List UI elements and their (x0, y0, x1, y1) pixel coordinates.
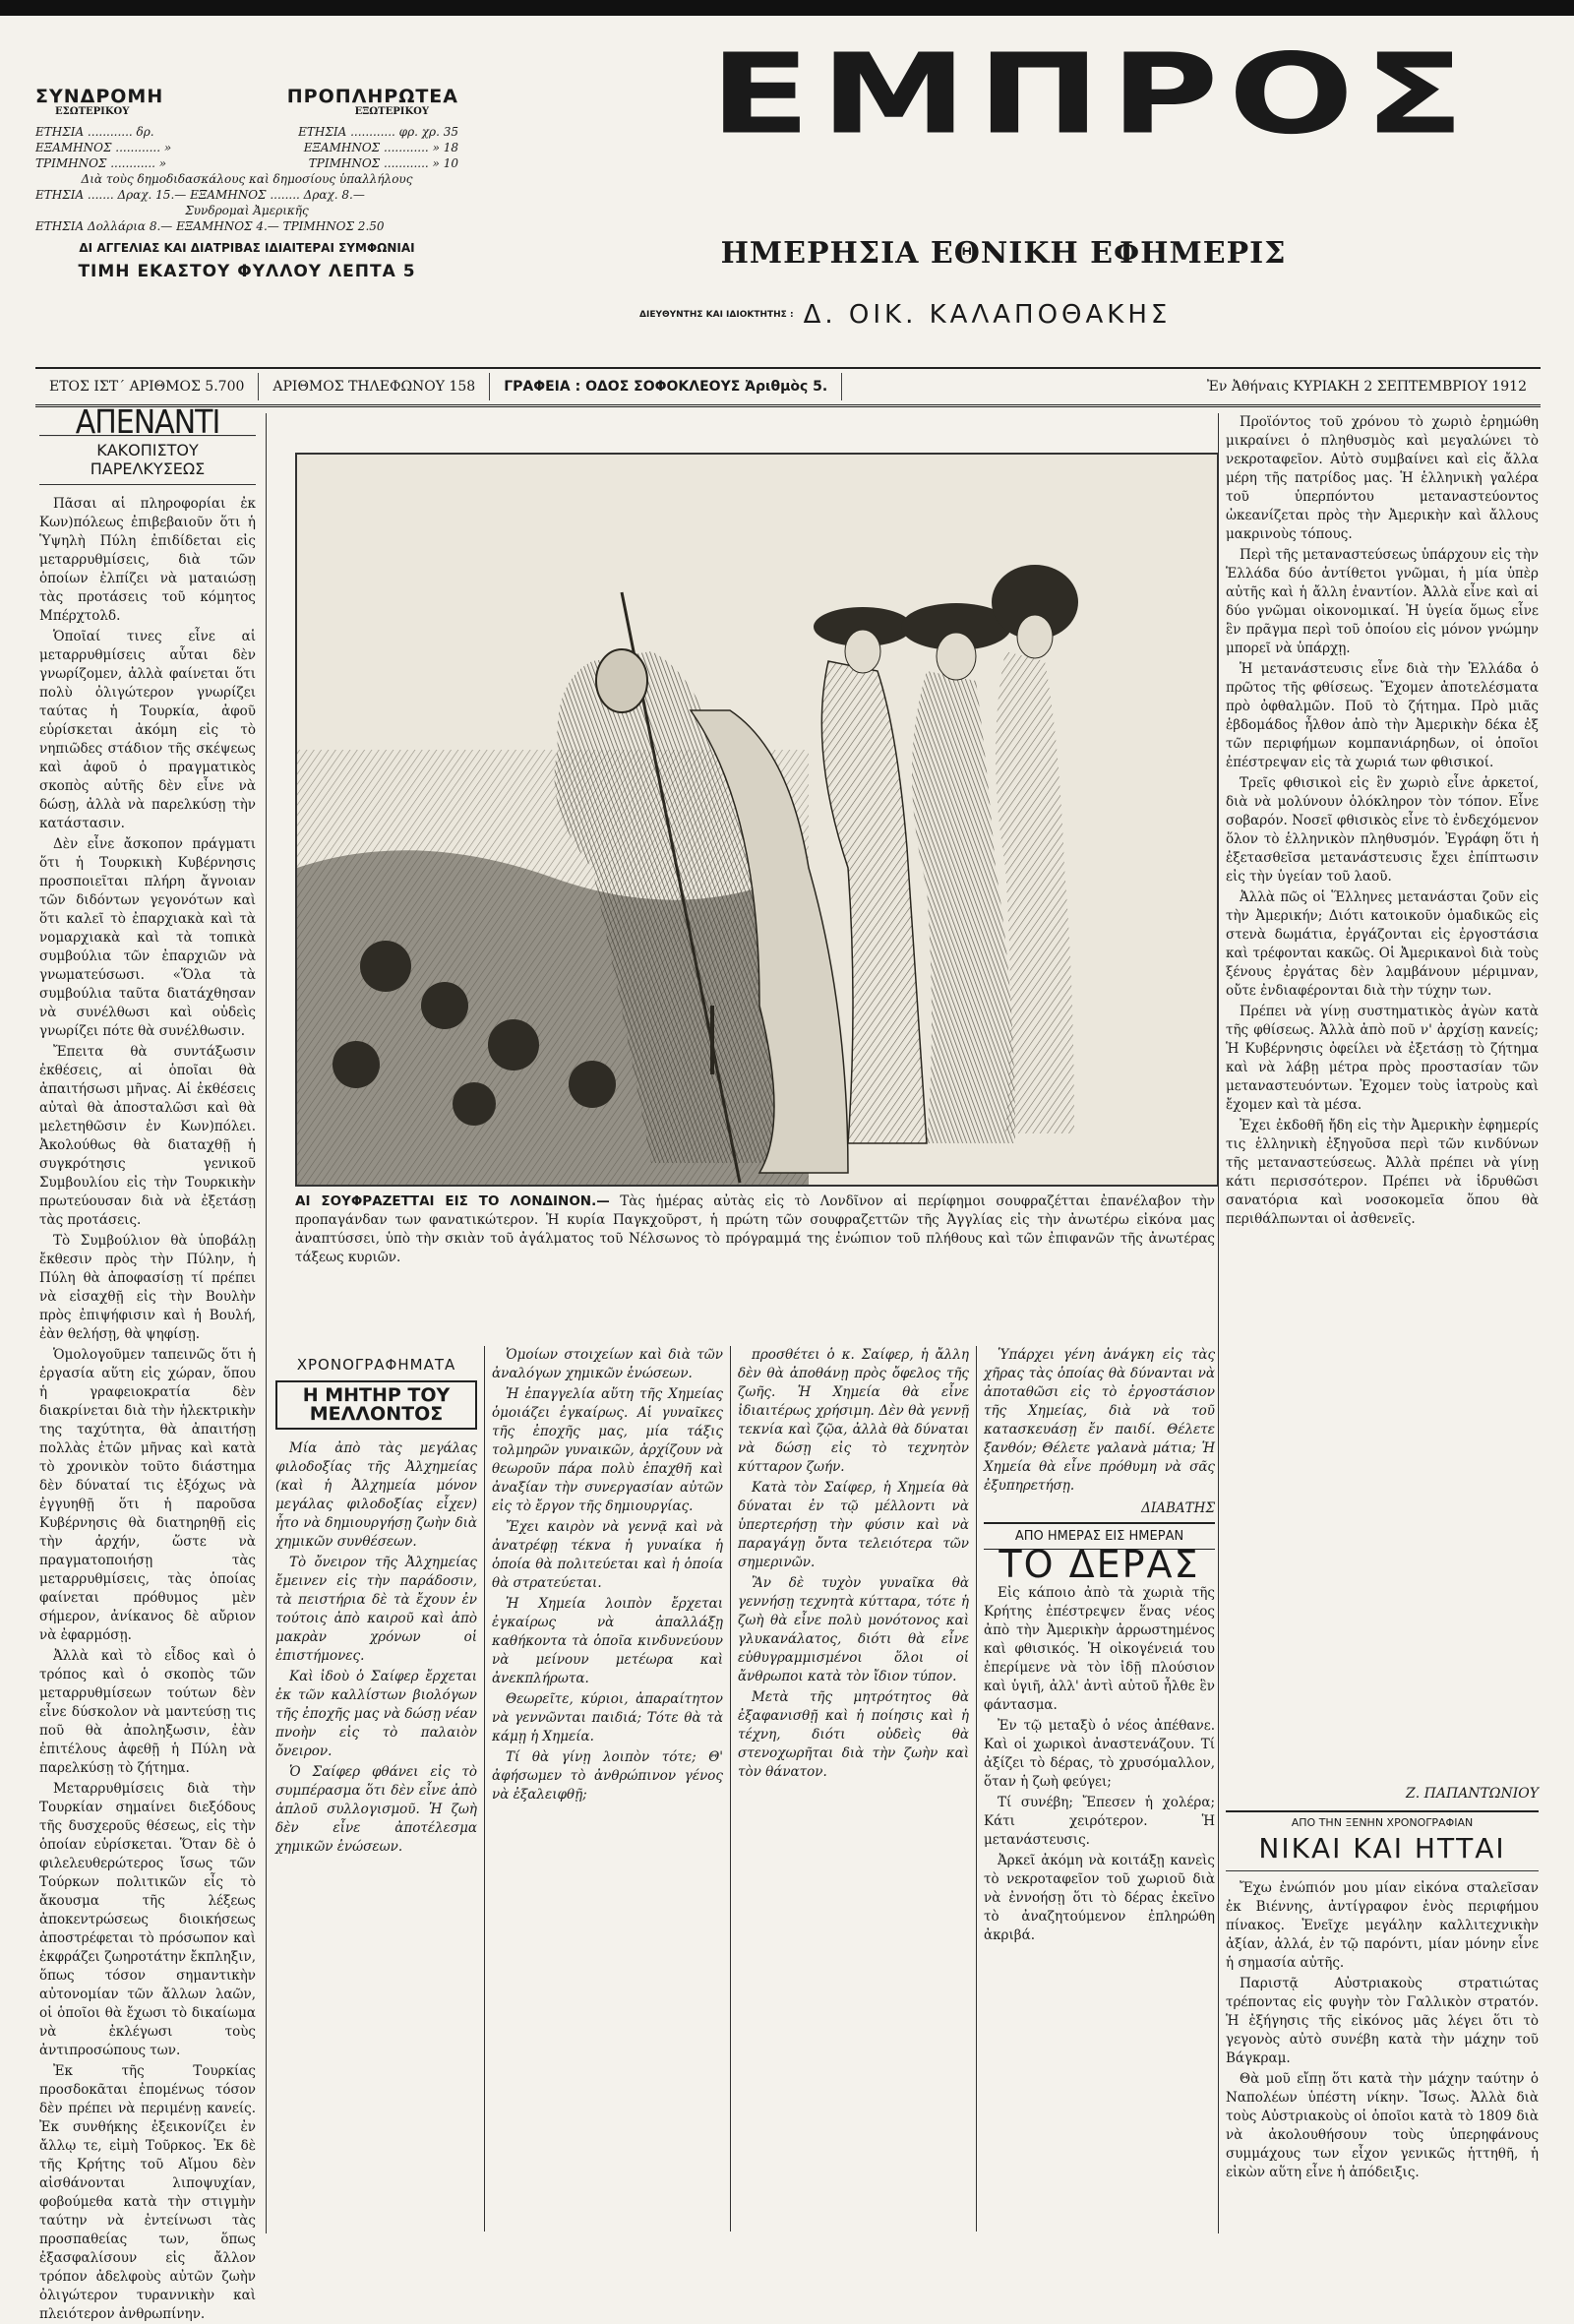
article-paragraph: Τρεῖς φθισικοὶ εἰς ἓν χωριὸ εἶνε ἀρκετοί, διὰ νὰ μολύνουν ὁλόκληρον τὸν τόπον. Εἶνε σοβαρόν. Νοσεῖ φθισικὸς εἶνε τὸ ἐνδεχόμενον ὅλον τὸ ἑλληνικὸν πληθυσμόν. Ἐγράφη ὅτι ἡ ἐξετασθεῖσα μετανάστευσις ἔχει ἐπίπτωσιν εἰς τὴν ὑγείαν τοῦ λαοῦ. (1226, 775, 1539, 885)
rate-row-left: ΤΡΙΜΗΝΟΣ ............ » (35, 156, 167, 170)
article-paragraph: Παριστᾷ Αὐστριακοὺς στρατιώτας τρέποντας εἰς φυγὴν τὸν Γαλλικὸν στρατόν. Ἡ ἐξήγησις τῆς εἰκόνος μᾶς λέγει ὅτι τὸ γεγονὸς αὐτὸ συνέβη κατὰ τὴν μάχην τοῦ Βάγκραμ. (1226, 1976, 1539, 2066)
director-label: ΔΙΕΥΘΥΝΤΗΣ ΚΑΙ ΙΔΙΟΚΤΗΤΗΣ : (639, 310, 794, 320)
rate-row-left: ΕΞΑΜΗΝΟΣ ............ » (35, 141, 172, 154)
rate-row-right: ΕΞΑΜΗΝΟΣ ............ » 18 (303, 141, 458, 154)
america-rates: ΕΤΗΣΙΑ Δολλάρια 8.— ΕΞΑΜΗΝΟΣ 4.— ΤΡΙΜΗΝΟΣ 2.50 (35, 219, 385, 233)
article-paragraph: Κατὰ τὸν Σαίφερ, ἡ Χημεία θὰ δύναται ἐν τῷ μέλλοντι νὰ ὑπερτερήσῃ τὴν φύσιν καὶ νὰ παραγάγῃ ὄντα τελειότερα τῶν σημερινῶν. (738, 1480, 969, 1570)
column-rule (730, 1346, 731, 2232)
rate-row-right: ΕΤΗΣΙΑ ............ φρ. χρ. 35 (298, 125, 458, 139)
article-paragraph: Προϊόντος τοῦ χρόνου τὸ χωριὸ ἐρημώθη μικραίνει ὁ πληθυσμὸς καὶ μεγαλώνει τὸ νεκροταφεῖον. Αὐτὸ συμβαίνει καὶ εἰς ἄλλα μέρη τῆς πατρίδος μας. Ἡ ἑλληνικὴ γαλέρα τοῦ ὑπερπόντου μεταναστεύοντος ὠκεανίζεται πρὸς τὴν Ἀμερικὴν καὶ ἄλλους μακρινοὺς τόπους. (1226, 414, 1539, 542)
article-paragraph: Μετὰ τῆς μητρότητος θὰ ἐξαφανισθῇ καὶ ἡ ποίησις καὶ ἡ τέχνη, διότι οὐδεὶς θὰ στενοχωρῆται διὰ τὴν ζωὴν καὶ τὸν θάνατον. (738, 1689, 969, 1780)
column-signature: ΔΙΑΒΑΤΗΣ (1141, 1500, 1215, 1516)
column-rule (976, 1346, 977, 2232)
article-paragraph: Εἰς κάποιο ἀπὸ τὰ χωριὰ τῆς Κρήτης ἐπέστρεψεν ἕνας νέος ἀπὸ τὴν Ἀμερικὴν ἀρρωστημένος καὶ φθισικός. Ἡ οἰκογένειά του ἐπερίμενε νὰ τὸν ἰδῇ πλούσιον καὶ ὑγιῆ, ἀλλ' ἀντὶ αὐτοῦ ἦλθε ἓν φάντασμα. (984, 1585, 1215, 1713)
author-signature: Ζ. ΠΑΠΑΝΤΩΝΙΟΥ (1406, 1786, 1539, 1802)
article-paragraph: Ἡ Χημεία λοιπὸν ἔρχεται ἐγκαίρως νὰ ἀπαλλάξῃ καθήκοντα τὰ ὁποῖα κινδυνεύουν νὰ μείνουν μετέωρα καὶ ἀνεκπλήρωτα. (492, 1596, 723, 1686)
article-paragraph: Ἀρκεῖ ἀκόμη νὰ κοιτάξῃ κανεὶς τὸ νεκροταφεῖον τοῦ χωριοῦ διὰ νὰ ἐννοήσῃ ὅτι τὸ δέρας ἐκεῖνο τὸ ἀναζητούμενον ἐπληρώθη ἀκριβά. (984, 1853, 1215, 1943)
prepaid-heading: ΠΡΟΠΛΗΡΩΤΕΑ (286, 86, 458, 107)
section-article (1226, 1879, 1539, 2233)
chronography-title: Η ΜΗΤΗΡ ΤΟΥ ΜΕΛΛΟΝΤΟΣ (275, 1380, 477, 1430)
masthead (630, 31, 1554, 207)
article-paragraph: Περὶ τῆς μεταναστεύσεως ὑπάρχουν εἰς τὴν Ἑλλάδα δύο ἀντίθετοι γνῶμαι, ἡ μία ὑπὲρ αὐτῆς καὶ ἡ ἄλλη ἐναντίον. Ἀλλὰ εἶνε καὶ αἱ δύο γνῶμαι οἰκονομικαί. Ἡ ὑγεία ὅμως εἶνε ἓν πρᾶγμα περὶ τοῦ ὁποίου εἰς μόνον γνώμην μπορεῖ νὰ ὑπάρχῃ. (1226, 547, 1539, 656)
day-to-day-column (984, 1346, 1215, 2232)
issue-number: ΕΤΟΣ ΙΣΤ΄ ΑΡΙΘΜΟΣ 5.700 (35, 373, 259, 400)
article-paragraph: Τὸ ὄνειρον τῆς Ἀλχημείας ἔμεινεν εἰς τὴν παράδοσιν, τὰ πειστήρια δὲ τὰ ἔχουν ἐν τούτοις ἀπὸ καιροῦ καὶ ἀπὸ μακρὰν χρόνων οἱ ἐπιστήμονες. (275, 1555, 477, 1664)
article-paragraph: Ἔχω ἐνώπιόν μου μίαν εἰκόνα σταλεῖσαν ἐκ Βιέννης, ἀντίγραφον ἑνὸς περιφήμου πίνακος. Ἐνεῖχε μεγάλην καλλιτεχνικὴν ἀξίαν, ἀλλά, ἐν τῷ παρόντι, μίαν μόνην εἶνε ἡ σημασία αὐτῆς. (1226, 1880, 1539, 1971)
domestic-label: ΕΣΩΤΕΡΙΚΟΥ (55, 106, 130, 117)
article-paragraph: Ἡ μετανάστευσις εἶνε διὰ τὴν Ἑλλάδα ὁ πρῶτος τῆς φθίσεως. Ἔχομεν ἀποτελέσματα πρὸ ὀφθαλμῶν. Ποῦ τὸ ζήτημα. Πρὸ μιᾶς ἑβδομάδος ἦλθον ἀπὸ τὴν Ἀμερικὴν δέκα ἐξ τῶν περιφήμων κομπανιάρηδων, οἱ ὁποῖοι ἐπέστρεψαν εἰς τὰ χωριά των φθισικοί. (1226, 661, 1539, 770)
illustration-engraving (297, 455, 1217, 1185)
caption-text: Τὰς ἡμέρας αὐτὰς εἰς τὸ Λονδῖνον αἱ περίφημοι σουφραζέτται ἐπανέλαβον τὴν προπαγάνδαν των φανατικώτερον. Ἡ κυρία Παγκχοῦρστ, ἡ πρώτη τῶν σουφραζεττῶν τῆς Ἀγγλίας εἰς τὴν ἀνωτέρω εἰκόνα μας ἀναπτύσσει, ὑπὸ τὴν σκιὰν τοῦ ἀγάλματος τοῦ Νέλσωνος τὸ πρόγραμμά της ἐνώπιον τοῦ πλήθους καὶ τῶν ἐπιφανῶν τῆς ἀνωτέρας τάξεως κυριῶν. (295, 1193, 1215, 1265)
foreign-label: ΕΞΩΤΕΡΙΚΟΥ (354, 106, 429, 117)
subscription-box (35, 86, 458, 281)
issue-info-bar (35, 367, 1541, 407)
column-rule (484, 1346, 485, 2232)
suffragette-illustration (295, 453, 1219, 1187)
right-article (1226, 413, 1539, 1776)
article-paragraph: Μεταρρυθμίσεις διὰ τὴν Τουρκίαν σημαίνει διεξόδους τῆς δυσχεροῦς θέσεως, εἰς τὴν ὁποίαν εὑρίσκεται. Ὅταν δὲ ὁ φιλελευθερώτερος ἴσως τῶν Τούρκων πολιτικῶν εἶς τὸ ἄκουσμα τῆς λέξεως ἀποκεντρώσεως διοικήσεως ἀποστρέφεται τὸ πρόσωπον καὶ ἐκφράζει ζωηροτάτην ἔκπληξιν, ὅπως τόσον σημαντικὴν αὐτονομίαν τῶν ἄλλων λαῶν, οἱ ὁποῖοι θὰ ἔχωσι τὸ δικαίωμα νὰ ἐκλέγωσι τοὺς ἀντιπροσώπους των. (39, 1781, 256, 2058)
column-title: ΤΟ ΔΕΡΑΣ (999, 1543, 1200, 1586)
officials-rates: ΕΤΗΣΙΑ ....... Δραχ. 15.— ΕΞΑΜΗΝΟΣ ........ Δραχ. 8.— (35, 188, 365, 202)
article-paragraph: Ἂν δὲ τυχὸν γυναῖκα θὰ γεννήσῃ τεχνητὰ κύτταρα, τότε ἡ ζωὴ θὰ εἶνε πολὺ μονότονος καὶ γλυκανάλατος, διότι θὰ εἶνε εὐθυγραμμισμένοι ὅλοι οἱ ἄνθρωποι κατὰ τὸν ἴδιον τύπον. (738, 1575, 969, 1684)
article-paragraph: Τί συνέβη; Ἔπεσεν ἡ χολέρα; Κάτι χειρότερον. Ἡ μετανάστευσις. (984, 1795, 1215, 1848)
article-paragraph: Ἐχει ἐκδοθῆ ἤδη εἰς τὴν Ἀμερικὴν ἐφημερίς τις ἑλληνικὴ ἐξηγοῦσα περὶ τῶν κινδύνων τῆς μεταναστεύσεως. Ἀλλὰ πρέπει νὰ γίνῃ κάτι περισσότερον. Πρέπει νὰ ἱδρυθῶσι σανατόρια καὶ νοσοκομεῖα ὅπου θὰ περιθάλπωνται οἱ ἀσθενεῖς. (1226, 1118, 1539, 1227)
article-paragraph: Ἡ ἐπαγγελία αὕτη τῆς Χημείας ὁμοιάζει ἐγκαίρως. Αἱ γυναῖκες τῆς ἐποχῆς μας, μία τάξις τολμηρῶν γυναικῶν, ἀρχίζουν νὰ θεωροῦν πάρα πολὺ ἐπαχθῆ καὶ ἀναξίαν τὴν συνεργασίαν αὐτῶν εἰς τὸ ἔργον τῆς δημιουργίας. (492, 1386, 723, 1514)
america-note: Συνδρομαὶ Ἀμερικῆς (185, 204, 309, 217)
issue-price: ΤΙΜΗ ΕΚΑΣΤΟΥ ΦΥΛΛΟΥ ΛΕΠΤΑ 5 (78, 262, 416, 281)
article-paragraph: Ἀλλὰ καὶ τὸ εἶδος καὶ ὁ τρόπος καὶ ὁ σκοπὸς τῶν μεταρρυθμίσεων τούτων δὲν εἶνε δύσκολον νὰ μαντεύσῃ τις ποῦ θὰ ἀποληξωσιν, ἐὰν ἐπιτέλους ἀφεθῇ ἡ Πύλη νὰ παρελκύσῃ τὸ ζήτημα. (39, 1648, 256, 1776)
article-paragraph: Ὑπάρχει γένη ἀνάγκη εἰς τὰς χῆρας τὰς ὁποίας θὰ δύνανται νὰ ἀποταθῶσι εἰς τὸ ἐργοστάσιον τῆς Χημείας, διὰ νὰ τοῦ κατασκευάσῃ ἔν παιδί. Θέλετε ξανθόν; Θέλετε γαλανὰ μάτια; Ἡ Χημεία θὰ εἶνε πρόθυμη νὰ σᾶς ἐξυπηρετήσῃ. (984, 1347, 1215, 1494)
caption-lead: ΑΙ ΣΟΥΦΡΑΖΕΤΤΑΙ ΕΙΣ ΤΟ ΛΟΝΔΙΝΟΝ.— (295, 1193, 610, 1209)
office-address: ΓΡΑΦΕΙΑ : ΟΔΟΣ ΣΟΦΟΚΛΕΟΥΣ Ἀριθμὸς 5. (490, 373, 842, 400)
chronography-column-2 (492, 1346, 723, 2232)
newspaper-title: ΕΜΠΡΟΣ (709, 31, 1475, 159)
article-paragraph: Ἐν τῷ μεταξὺ ὁ νέος ἀπέθανε. Καὶ οἱ χωρικοὶ ἀναστενάζουν. Τί ἀξίζει τὸ δέρας, τὸ χρυσόμαλλον, ὅταν ἡ ζωὴ φεύγει; (984, 1718, 1215, 1790)
article-paragraph: Ὁμολογοῦμεν ταπεινῶς ὅτι ἡ ἐργασία αὕτη εἰς χώραν, ὅπου ἡ γραφειοκρατία δὲν διακρίνεται διὰ τὴν ἠλεκτρικὴν της ταχύτητα, θὰ ἀπαιτήσῃ πολλὰς ἐτῶν μῆνας καὶ κατὰ τὸ χρονικὸν τοῦτο διάστημα δὲν δύναταί τις ἐξόχως νὰ ἐγγυηθῇ ὅτι ἡ παροῦσα Κυβέρνησις θὰ διατηρηθῇ εἰς τὴν ἀρχήν, ὥστε νὰ πραγματοποιήσῃ τὰς μεταρρυθμίσεις, τὰς ὁποίας φαίνεται πρόθυμος μὲν σήμερον, ἀνίκανος δὲ αὔριον νὰ ἐφαρμόσῃ. (39, 1347, 256, 1643)
article-paragraph: Θὰ μοῦ εἴπῃ ὅτι κατὰ τὴν μάχην ταύτην ὁ Ναπολέων ὑπέστη νίκην. Ἴσως. Ἀλλὰ διὰ τοὺς Αὐστριακοὺς οἱ ὁποῖοι κατὰ τὸ 1809 διὰ νὰ ἀκολουθήσουν τοὺς ὑπερηφάνους συμμάχους των εἶχον γενικῶς ἡττηθῆ, ἡ εἰκὼν αὕτη εἶνε ἡ ἀπόδειξις. (1226, 2071, 1539, 2180)
chronography-column-3 (738, 1346, 969, 2232)
article-paragraph: Ἐκ τῆς Τουρκίας προσδοκᾶται ἐπομένως τόσον δὲν πρέπει νὰ περιμένῃ κανείς. Ἐκ συνθήκης ἐξεικονίζει ἐν ἄλλῳ τε, εἰμὴ Τοῦρκος. Ἐκ δὲ τῆς Κρήτης τοῦ Αἴμου δὲν αἰσθάνονται λιποψυχίαν, φοβούμεθα κατὰ τὴν στιγμὴν ταύτην νὰ ἐντείνωσι τὰς προσπαθείας των, ὅπως ἐξασφαλίσουν εἰς ἄλλον τρόπον ἀδελφοὺς αὐτῶν ζωὴν ὀλιγώτερον τυραννικὴν καὶ πλειότερον ἀνθρωπίνην. (39, 2063, 256, 2322)
left-article (39, 403, 256, 2322)
ads-note: ΔΙ ΑΓΓΕΛΙΑΣ ΚΑΙ ΔΙΑΤΡΙΒΑΣ ΙΔΙΑΙΤΕΡΑΙ ΣΥΜΦΩΝΙΑΙ (79, 241, 415, 255)
rate-row-right: ΤΡΙΜΗΝΟΣ ............ » 10 (308, 156, 458, 170)
column-label: ΑΠΟ ΗΜΕΡΑΣ ΕΙΣ ΗΜΕΡΑΝ (984, 1522, 1215, 1550)
article-paragraph: Δὲν εἶνε ἄσκοπον πράγματι ὅτι ἡ Τουρκικὴ Κυβέρνησις προσποιεῖται πλήρη ἄγνοιαν τῶν διδόντων γεγονότων καὶ ὅτι καλεῖ τὸ ἐπαρχιακὰ καὶ τὰ νομαρχιακὰ καὶ τὰ τοπικὰ συμβούλια τῶν ἐπαρχιῶν νὰ γνωματεύσωσι. «Ὅλα τὰ συμβούλια ταῦτα διατάχθησαν νὰ συνέλθωσι καὶ οὐδεὶς γνωρίζει πότε θὰ συνέλθωσιν. (39, 836, 256, 1039)
article-paragraph: Τὸ Συμβούλιον θὰ ὑποβάλῃ ἔκθεσιν πρὸς τὴν Πύλην, ἡ Πύλη θὰ ἀποφασίσῃ τί πρέπει νὰ εἰσαχθῇ εἰς τὴν Βουλὴν πρὸς ἐπιψήφισιν καὶ ἡ Βουλή, ἐὰν θελήσῃ, θὰ ψηφίσῃ. (39, 1233, 256, 1342)
article-paragraph: Καὶ ἰδοὺ ὁ Σαίφερ ἔρχεται ἐκ τῶν καλλίστων βιολόγων τῆς ἐποχῆς μας νὰ δώσῃ νέαν πνοὴν εἰς τὸ παλαιὸν ὄνειρον. (275, 1669, 477, 1759)
article-paragraph: Ἔχει καιρὸν νὰ γεννᾷ καὶ νὰ ἀνατρέφῃ τέκνα ἡ γυναίκα ἡ ὁποία θὰ πολιτεύεται καὶ ἡ ὁποία θὰ στρατεύεται. (492, 1519, 723, 1591)
article-paragraph: Ἀλλὰ πῶς οἱ Ἕλληνες μετανάσται ζοῦν εἰς τὴν Ἀμερικήν; Διότι κατοικοῦν ὁμαδικῶς εἰς στενὰ δωμάτια, ἐργάζονται εἰς ἐργοστάσια καὶ τρέφονται κακῶς. Οἱ Ἀμερικανοὶ διὰ τοὺς ξένους ἐργάτας δὲν λαμβάνουν μέριμναν, οὔτε ἐνδιαφέρονται διὰ τὴν τύχην των. (1226, 889, 1539, 999)
section-label: ΑΠΟ ΤΗΝ ΞΕΝΗΝ ΧΡΟΝΟΓΡΑΦΙΑΝ (1226, 1810, 1539, 1829)
officials-note: Διὰ τοὺς δημοδιδασκάλους καὶ δημοσίους ὑπαλλήλους (81, 172, 413, 186)
article-paragraph: Ὁ Σαίφερ φθάνει εἰς τὸ συμπέρασμα ὅτι δὲν εἶνε ἀπὸ ἀπλοῦ συλλογισμοῦ. Ἡ ζωὴ δὲν εἶνε ἀποτέλεσμα χημικῶν ἑνώσεων. (275, 1764, 477, 1855)
rate-row-left: ΕΤΗΣΙΑ ............ δρ. (35, 125, 154, 139)
article-headline: ΑΠΕΝΑΝΤΙ (39, 412, 256, 436)
article-paragraph: Πρέπει νὰ γίνῃ συστηματικὸς ἀγὼν κατὰ τῆς φθίσεως. Ἀλλὰ ἀπὸ ποῦ ν' ἀρχίσῃ κανείς; Ἡ Κυβέρνησις ὀφείλει νὰ ἐξετάσῃ τὸ ζήτημα καὶ νὰ λάβῃ μέτρα πρὸς προστασίαν τῶν μεταναστευόντων. Ἐχομεν τοὺς ἰατροὺς καὶ ἔχομεν καὶ τὰ μέσα. (1226, 1004, 1539, 1113)
director-line (639, 300, 1348, 330)
chronography-label: ΧΡΟΝΟΓΡΑΦΗΜΑΤΑ (296, 1356, 456, 1374)
article-paragraph: προσθέτει ὁ κ. Σαίφερ, ἡ ἄλλη δὲν θὰ ἀποθάνῃ πρὸς ὄφελος τῆς ζωῆς. Ἡ Χημεία θὰ εἶνε ἰδιαιτέρως χρήσιμη. Δὲν θὰ γεννῇ τεκνία καὶ ζῷα, ἀλλὰ θὰ δύναται νὰ δώσῃ εἰς τὸ τεχνητὸν κύτταρον ζωήν. (738, 1347, 969, 1475)
article-paragraph: Ἔπειτα θὰ συντάξωσιν ἐκθέσεις, αἱ ὁποῖαι θὰ ἀπαιτήσωσι μῆνας. Αἱ ἐκθέσεις αὐταὶ θὰ ἀποσταλῶσι καὶ θὰ μελετηθῶσιν ἐν Κων)πόλει. Ἀκολούθως θὰ διαταχθῇ ἡ συγκρότησις γενικοῦ Συμβουλίου εἰς τὴν Τουρκικὴν πρωτεύουσαν διὰ νὰ ἐξετάσῃ τὰς προτάσεις. (39, 1044, 256, 1228)
article-paragraph: Ὁποῖαί τινες εἶνε αἱ μεταρρυθμίσεις αὗται δὲν γνωρίζομεν, ἀλλὰ φαίνεται ὅτι πολὺ ὀλιγώτερον γνωρίζει ταύτας ἡ Τουρκία, ἀφοῦ εὑρίσκεται ἀκόμη εἰς τὸ νηπιῶδες στάδιον τῆς σκέψεως καὶ ἀφοῦ ὁ πραγματικὸς σκοπὸς αὐτῆς δὲν εἶνε νὰ δώσῃ, ἀλλὰ νὰ παρελκύσῃ τὴν κατάστασιν. (39, 629, 256, 831)
newspaper-subtitle: ΗΜΕΡΗΣΙΑ ΕΘΝΙΚΗ ΕΦΗΜΕΡΙΣ (720, 236, 1287, 271)
article-subhead: ΚΑΚΟΠΙΣΤΟΥ ΠΑΡΕΛΚΥΣΕΩΣ (39, 441, 256, 485)
article-paragraph: Τί θὰ γίνῃ λοιπὸν τότε; Θ' ἀφήσωμεν τὸ ἀνθρώπινον γένος νὰ ἐξαλειφθῇ; (492, 1749, 723, 1803)
column-rule (266, 413, 267, 2233)
column-rule (1218, 413, 1219, 2233)
article-paragraph: Θεωρεῖτε, κύριοι, ἀπαραίτητον νὰ γεννῶνται παιδιά; Τότε θὰ τὰ κάμῃ ἡ Χημεία. (492, 1691, 723, 1744)
article-paragraph: Ὁμοίων στοιχείων καὶ διὰ τῶν ἀναλόγων χημικῶν ἑνώσεων. (492, 1347, 723, 1381)
director-name: Δ. ΟΙΚ. ΚΑΛΑΠΟΘΑΚΗΣ (803, 300, 1172, 330)
illustration-caption (295, 1193, 1215, 1267)
article-paragraph: Πᾶσαι αἱ πληροφορίαι ἐκ Κων)πόλεως ἐπιβεβαιοῦν ὅτι ἡ Ὑψηλὴ Πύλη ἐπιδίδεται εἰς μεταρρυθμίσεις, διὰ τῶν ὁποίων ἐλπίζει νὰ ματαιώσῃ τὰς προτάσεις τοῦ κόμητος Μπέρχτολδ. (39, 496, 256, 624)
chronography-column (275, 1346, 477, 2232)
phone-number: ΑΡΙΘΜΟΣ ΤΗΛΕΦΩΝΟΥ 158 (259, 373, 490, 400)
article-paragraph: Μία ἀπὸ τὰς μεγάλας φιλοδοξίας τῆς Ἀλχημείας (καὶ ἡ Ἀλχημεία μόνον μεγάλας φιλοδοξίας εἶχεν) ἦτο νὰ δημιουργήσῃ ζωὴν διὰ χημικῶν συνθέσεων. (275, 1440, 477, 1550)
issue-date: Ἐν Ἀθήναις ΚΥΡΙΑΚΗ 2 ΣΕΠΤΕΜΒΡΙΟΥ 1912 (1206, 379, 1527, 395)
top-rule (0, 0, 1574, 16)
subscription-heading: ΣΥΝΔΡΟΜΗ (35, 86, 164, 107)
section-title: ΝΙΚΑΙ ΚΑΙ ΗΤΤΑΙ (1226, 1832, 1539, 1871)
